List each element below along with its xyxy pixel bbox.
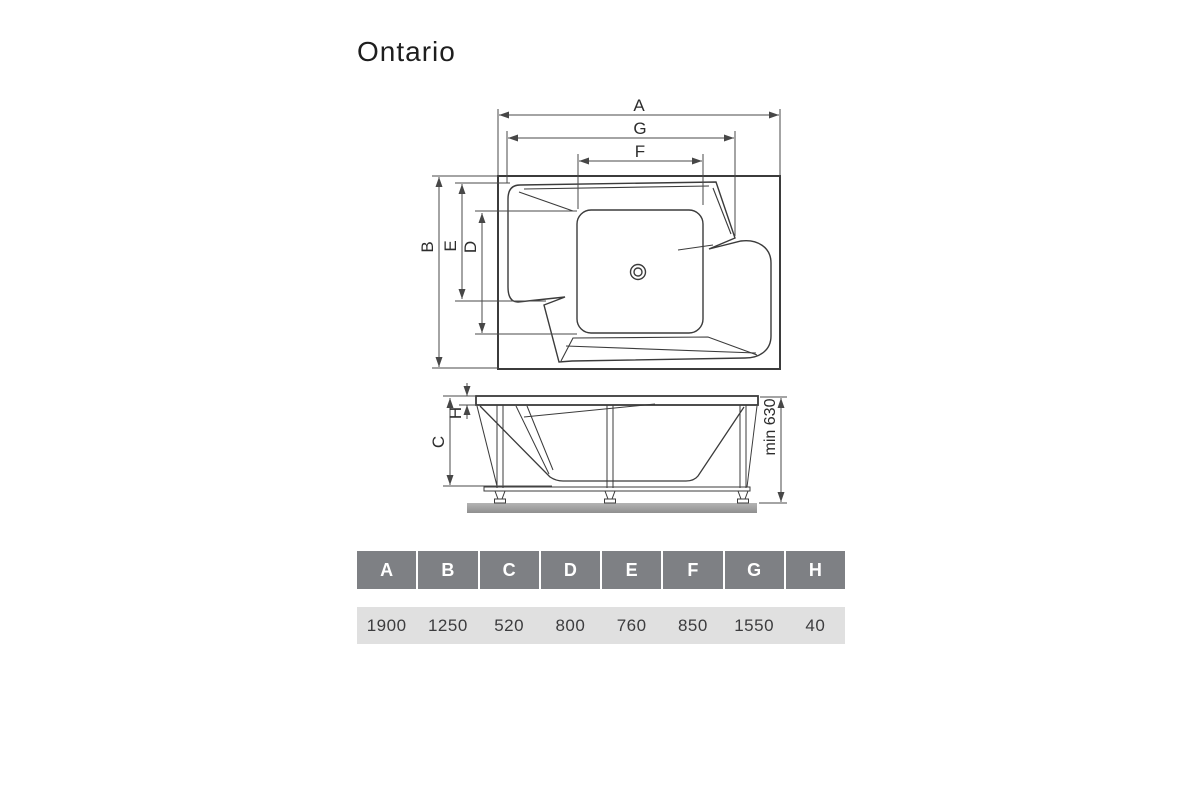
dim-label-c: C xyxy=(429,435,448,449)
table-header-cell: G xyxy=(725,551,784,589)
table-value-cell: 520 xyxy=(494,615,525,635)
product-title: Ontario xyxy=(357,36,456,67)
tub-rim-contour xyxy=(508,182,771,362)
table-value-cell: 850 xyxy=(677,615,708,635)
side-view-dimensions xyxy=(443,383,787,503)
dim-label-a: A xyxy=(633,96,645,115)
dim-label-h: H xyxy=(446,406,465,420)
tub-outer-edge xyxy=(498,176,780,369)
tub-wall-slope-lines xyxy=(519,186,757,361)
side-view xyxy=(467,396,758,513)
table-value-cell: 1250 xyxy=(427,615,468,635)
table-header-cell: A xyxy=(357,551,416,589)
table-header-cell: C xyxy=(480,551,539,589)
table-header-cell: H xyxy=(786,551,845,589)
table-value-cell: 40 xyxy=(805,615,826,635)
tub-rim-side xyxy=(476,396,758,405)
frame-feet xyxy=(495,491,749,503)
ground xyxy=(467,503,757,513)
dimensions-table-value-row xyxy=(357,607,845,644)
table-value-cell: 800 xyxy=(555,615,586,635)
table-value-cell: 1550 xyxy=(734,615,775,635)
table-value-cell: 1900 xyxy=(366,615,407,635)
drain-icon xyxy=(631,265,646,280)
dim-label-g: G xyxy=(633,119,647,138)
top-view xyxy=(498,176,780,369)
table-header-cell: D xyxy=(541,551,600,589)
dimensions-table xyxy=(357,551,845,644)
min-height-label: min 630 xyxy=(762,398,779,456)
tub-floor xyxy=(577,210,703,333)
table-header-cell: F xyxy=(663,551,722,589)
frame-bottom-rail xyxy=(484,487,750,491)
table-header-cell: E xyxy=(602,551,661,589)
dim-label-f: F xyxy=(634,142,646,161)
top-view-dimension-labels xyxy=(418,96,647,253)
table-header-cell: B xyxy=(418,551,477,589)
frame-posts xyxy=(497,405,746,488)
dimensions-table-header-row xyxy=(357,551,845,589)
dim-label-e: E xyxy=(441,240,460,252)
top-view-dimensions xyxy=(432,109,780,368)
table-value-cell: 760 xyxy=(616,615,647,635)
tub-profile xyxy=(480,406,744,481)
dim-label-b: B xyxy=(418,241,437,253)
dim-label-d: D xyxy=(461,240,480,254)
